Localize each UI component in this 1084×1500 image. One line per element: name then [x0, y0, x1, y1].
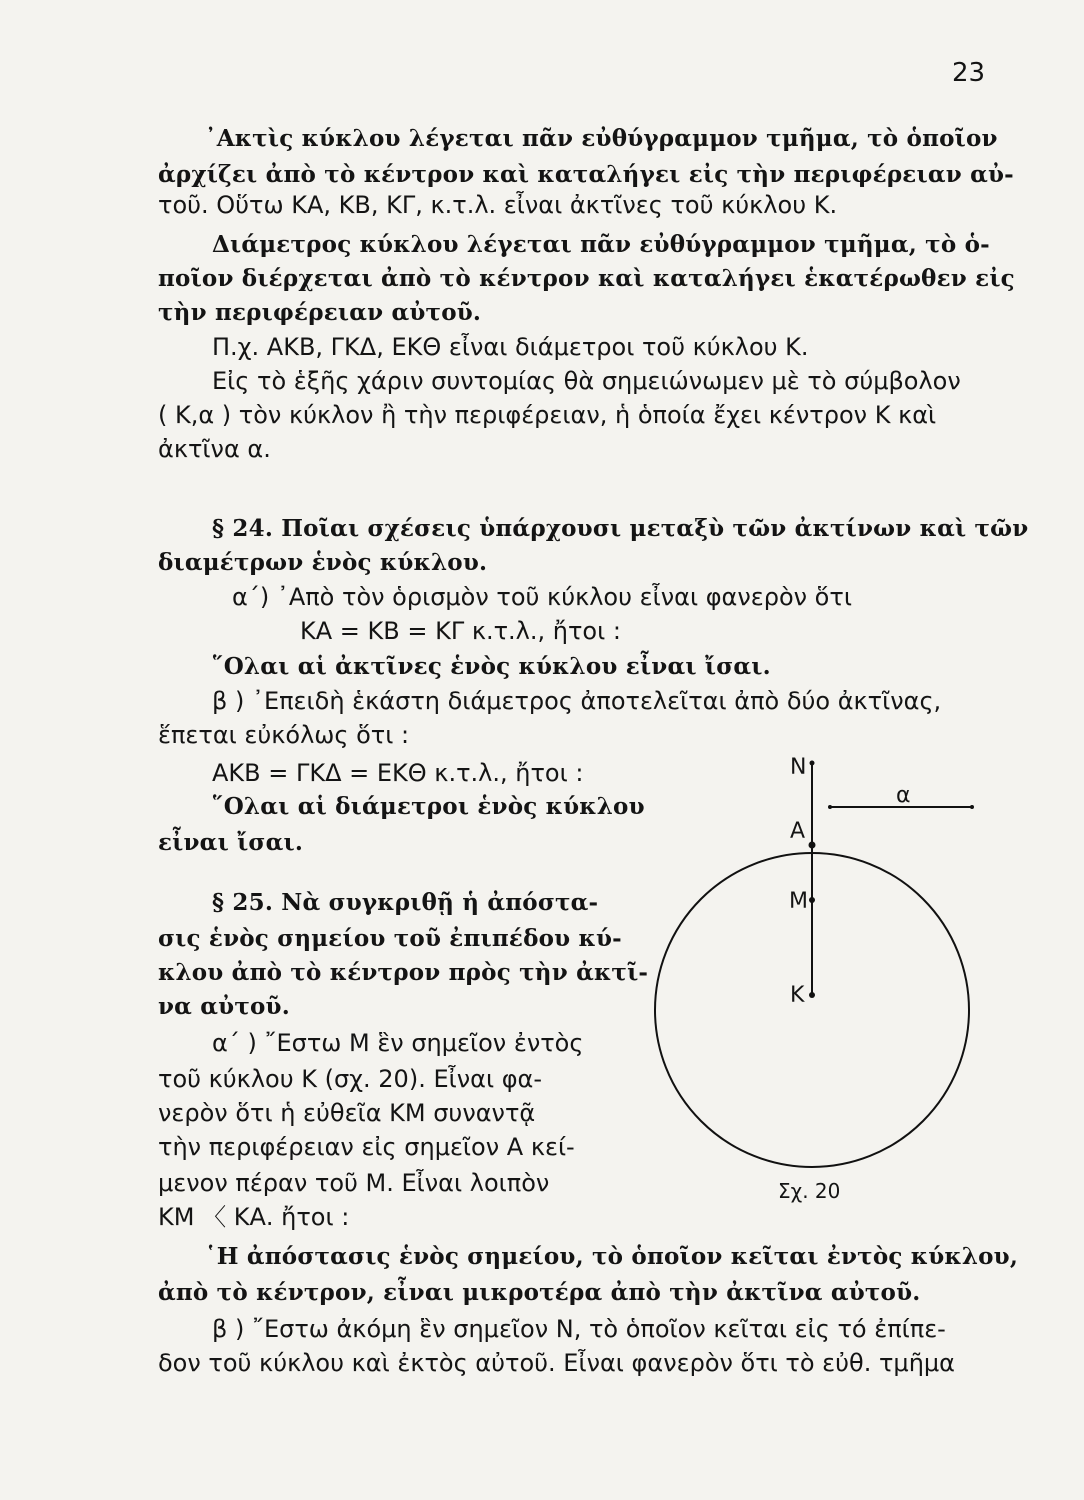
- point-m: [809, 897, 815, 903]
- alpha-end-right: [970, 805, 974, 809]
- label-n: Ν: [790, 755, 807, 780]
- notation-line-3: ἀκτῖνα α.: [158, 435, 271, 463]
- point-k: [809, 992, 815, 998]
- radius-examples-line: τοῦ. Οὕτω ΚΑ, ΚΒ, ΚΓ, κ.τ.λ. εἶναι ἀκτῖνες τοῦ κύκλου Κ.: [158, 191, 838, 219]
- alpha-end-left: [828, 805, 832, 809]
- label-a: Α: [790, 819, 806, 844]
- definition-diameter-line-1: Διάμετρος κύκλου λέγεται πᾶν εὐθύγραμμον τμῆμα, τὸ ὁ-: [212, 231, 990, 258]
- definition-radius-line-2: ἀρχίζει ἀπὸ τὸ κέντρον καὶ καταλήγει εἰς τὴν περιφέρειαν αὐ-: [158, 161, 1014, 188]
- figure-20-drawing: [650, 745, 990, 1215]
- definition-diameter-line-2: ποῖον διέρχεται ἀπὸ τὸ κέντρον καὶ καταλήγει ἑκατέρωθεν εἰς: [158, 265, 1015, 292]
- section-24-conclusion-diameters-1: ῞Ολαι αἱ διάμετροι ἑνὸς κύκλου: [212, 793, 645, 820]
- section-24-b-line-1: β ) ᾿Επειδὴ ἑκάστη διάμετρος ἀποτελεῖται ἀπὸ δύο ἀκτῖνας,: [212, 687, 942, 715]
- label-m: Μ: [789, 889, 808, 914]
- section-25-a-line-1: α΄ ) ῎Εστω Μ ἓν σημεῖον ἐντὸς: [212, 1029, 584, 1057]
- section-25-a-line-3: νερὸν ὅτι ἡ εὐθεῖα ΚΜ συναντᾷ: [158, 1099, 536, 1127]
- label-k: Κ: [790, 983, 805, 1008]
- figure-caption: Σχ. 20: [778, 1179, 841, 1203]
- section-24-equation-diameters: ΑΚΒ = ΓΚΔ = ΕΚΘ κ.τ.λ., ἤτοι :: [212, 759, 584, 787]
- notation-line-1: Εἰς τὸ ἑξῆς χάριν συντομίας θὰ σημειώνωμεν μὲ τὸ σύμβολον: [212, 367, 961, 395]
- section-24-b-line-2: ἕπεται εὐκόλως ὅτι :: [158, 721, 410, 749]
- section-24-conclusion-radii: ῞Ολαι αἱ ἀκτῖνες ἑνὸς κύκλου εἶναι ἴσαι.: [212, 653, 771, 680]
- section-25-b-line-1: β ) ῎Εστω ἀκόμη ἓν σημεῖον Ν, τὸ ὁποῖον κεῖται εἰς τό ἐπίπε-: [212, 1315, 946, 1343]
- section-25-a-line-6: ΚΜ 〈 ΚΑ. ἤτοι :: [158, 1203, 350, 1231]
- point-n: [810, 761, 815, 766]
- section-25-a-line-2: τοῦ κύκλου Κ (σχ. 20). Εἶναι φα-: [158, 1065, 543, 1093]
- section-25-a-line-4: τὴν περιφέρειαν εἰς σημεῖον Α κεί-: [158, 1133, 575, 1161]
- definition-diameter-line-3: τὴν περιφέρειαν αὐτοῦ.: [158, 299, 482, 326]
- section-24-heading-line-2: διαμέτρων ἑνὸς κύκλου.: [158, 549, 488, 576]
- notation-line-2: ( Κ,α ) τὸν κύκλον ἢ τὴν περιφέρειαν, ἡ ὁποία ἔχει κέντρον Κ καὶ: [158, 401, 937, 429]
- section-25-heading-line-2: σις ἑνὸς σημείου τοῦ ἐπιπέδου κύ-: [158, 925, 622, 952]
- page-number: 23: [952, 58, 986, 88]
- section-25-heading-line-4: να αὐτοῦ.: [158, 993, 290, 1020]
- section-25-conclusion-line-2: ἀπὸ τὸ κέντρον, εἶναι μικροτέρα ἀπὸ τὴν ἀκτῖνα αὐτοῦ.: [158, 1279, 921, 1306]
- section-24-conclusion-diameters-2: εἶναι ἴσαι.: [158, 829, 304, 856]
- section-25-b-line-2: δον τοῦ κύκλου καὶ ἐκτὸς αὐτοῦ. Εἶναι φανερὸν ὅτι τὸ εὐθ. τμῆμα: [158, 1349, 956, 1377]
- section-24-heading-line-1: § 24. Ποῖαι σχέσεις ὑπάρχουσι μεταξὺ τῶν ἀκτίνων καὶ τῶν: [212, 515, 1029, 542]
- section-24-a-line-1: α΄) ᾿Απὸ τὸν ὁρισμὸν τοῦ κύκλου εἶναι φανερὸν ὅτι: [232, 583, 852, 611]
- section-24-equation-radii: ΚΑ = ΚΒ = ΚΓ κ.τ.λ., ἤτοι :: [300, 617, 621, 645]
- section-25-a-line-5: μενον πέραν τοῦ Μ. Εἶναι λοιπὸν: [158, 1169, 550, 1197]
- definition-radius-line-1: ᾿Ακτὶς κύκλου λέγεται πᾶν εὐθύγραμμον τμῆμα, τὸ ὁποῖον: [205, 125, 998, 152]
- label-alpha: α: [896, 783, 911, 808]
- section-25-heading-line-3: κλου ἀπὸ τὸ κέντρον πρὸς τὴν ἀκτῖ-: [158, 959, 649, 986]
- diameter-examples-line: Π.χ. ΑΚΒ, ΓΚΔ, ΕΚΘ εἶναι διάμετροι τοῦ κύκλου Κ.: [212, 333, 809, 361]
- section-25-heading-line-1: § 25. Νὰ συγκριθῇ ἡ ἀπόστα-: [212, 889, 599, 916]
- point-a: [809, 842, 816, 849]
- section-25-conclusion-line-1: ῾Η ἀπόστασις ἑνὸς σημείου, τὸ ὁποῖον κεῖται ἐντὸς κύκλου,: [205, 1243, 1019, 1270]
- figure-20: [650, 745, 990, 1215]
